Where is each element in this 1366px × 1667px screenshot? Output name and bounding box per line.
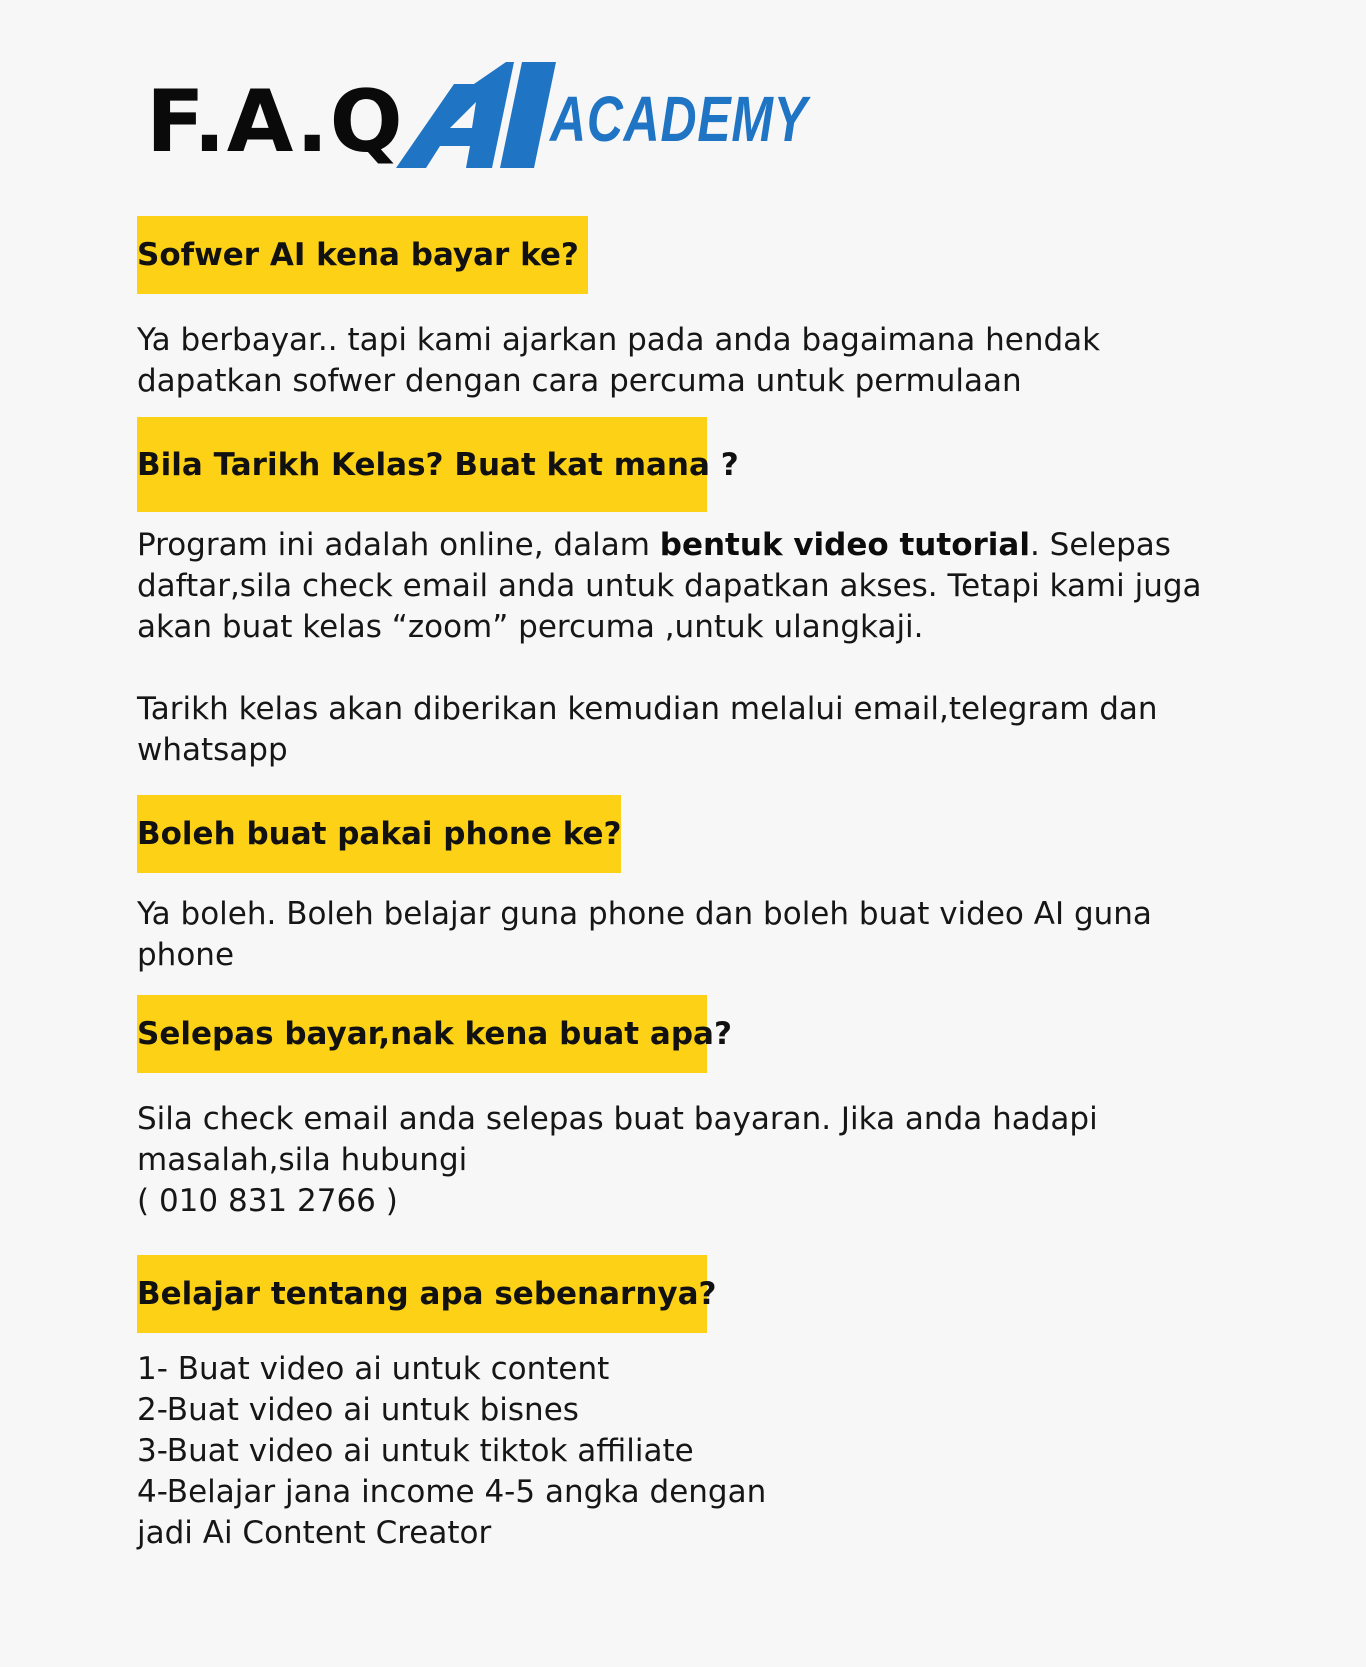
ai-academy-logo bbox=[396, 62, 836, 168]
ai-logo-mark bbox=[396, 62, 566, 168]
answer-line: Tarikh kelas akan diberikan kemudian melalui email,telegram dan bbox=[137, 691, 1158, 727]
answer-line: masalah,sila hubungi bbox=[137, 1142, 468, 1178]
answer-line: akan buat kelas “zoom” percuma ,untuk ulangkaji. bbox=[137, 609, 924, 645]
answer-bold-text: bentuk video tutorial bbox=[659, 527, 1030, 563]
list-item: jadi Ai Content Creator bbox=[137, 1515, 492, 1551]
faq-question-3: Boleh buat pakai phone ke? bbox=[137, 795, 621, 873]
list-item: 3-Buat video ai untuk tiktok affiliate bbox=[137, 1433, 694, 1469]
faq-answer-1 bbox=[137, 320, 1257, 402]
answer-line bbox=[137, 525, 1257, 566]
faq-question-1: Sofwer AI kena bayar ke? bbox=[137, 216, 588, 294]
list-item: 2-Buat video ai untuk bisnes bbox=[137, 1392, 579, 1428]
page-title: F.A.Q bbox=[146, 72, 404, 172]
faq-question-5: Belajar tentang apa sebenarnya? bbox=[137, 1255, 707, 1333]
faq-answer-5 bbox=[137, 1349, 1257, 1554]
answer-line: ( 010 831 2766 ) bbox=[137, 1183, 398, 1219]
answer-text: Program ini adalah online, dalam bbox=[137, 527, 660, 563]
list-item: 1- Buat video ai untuk content bbox=[137, 1351, 610, 1387]
answer-line: whatsapp bbox=[137, 732, 288, 768]
answer-line: daftar,sila check email anda untuk dapatkan akses. Tetapi kami juga bbox=[137, 568, 1202, 604]
faq-answer-2 bbox=[137, 525, 1257, 771]
faq-question-4: Selepas bayar,nak kena buat apa? bbox=[137, 995, 707, 1073]
answer-text: . Selepas bbox=[1029, 527, 1171, 563]
answer-line: Ya berbayar.. tapi kami ajarkan pada anda bagaimana hendak bbox=[137, 322, 1101, 358]
paragraph-spacer bbox=[137, 648, 1257, 689]
logo-wordmark: ACADEMY bbox=[550, 83, 808, 155]
page-header bbox=[146, 62, 846, 172]
faq-answer-4 bbox=[137, 1099, 1257, 1222]
list-item: 4-Belajar jana income 4-5 angka dengan bbox=[137, 1474, 767, 1510]
answer-line: Ya boleh. Boleh belajar guna phone dan boleh buat video AI guna bbox=[137, 896, 1152, 932]
faq-answer-3 bbox=[137, 894, 1257, 976]
answer-line: Sila check email anda selepas buat bayaran. Jika anda hadapi bbox=[137, 1101, 1098, 1137]
faq-question-2: Bila Tarikh Kelas? Buat kat mana ? bbox=[137, 417, 707, 512]
answer-line: phone bbox=[137, 937, 235, 973]
answer-line: dapatkan sofwer dengan cara percuma untuk permulaan bbox=[137, 363, 1022, 399]
